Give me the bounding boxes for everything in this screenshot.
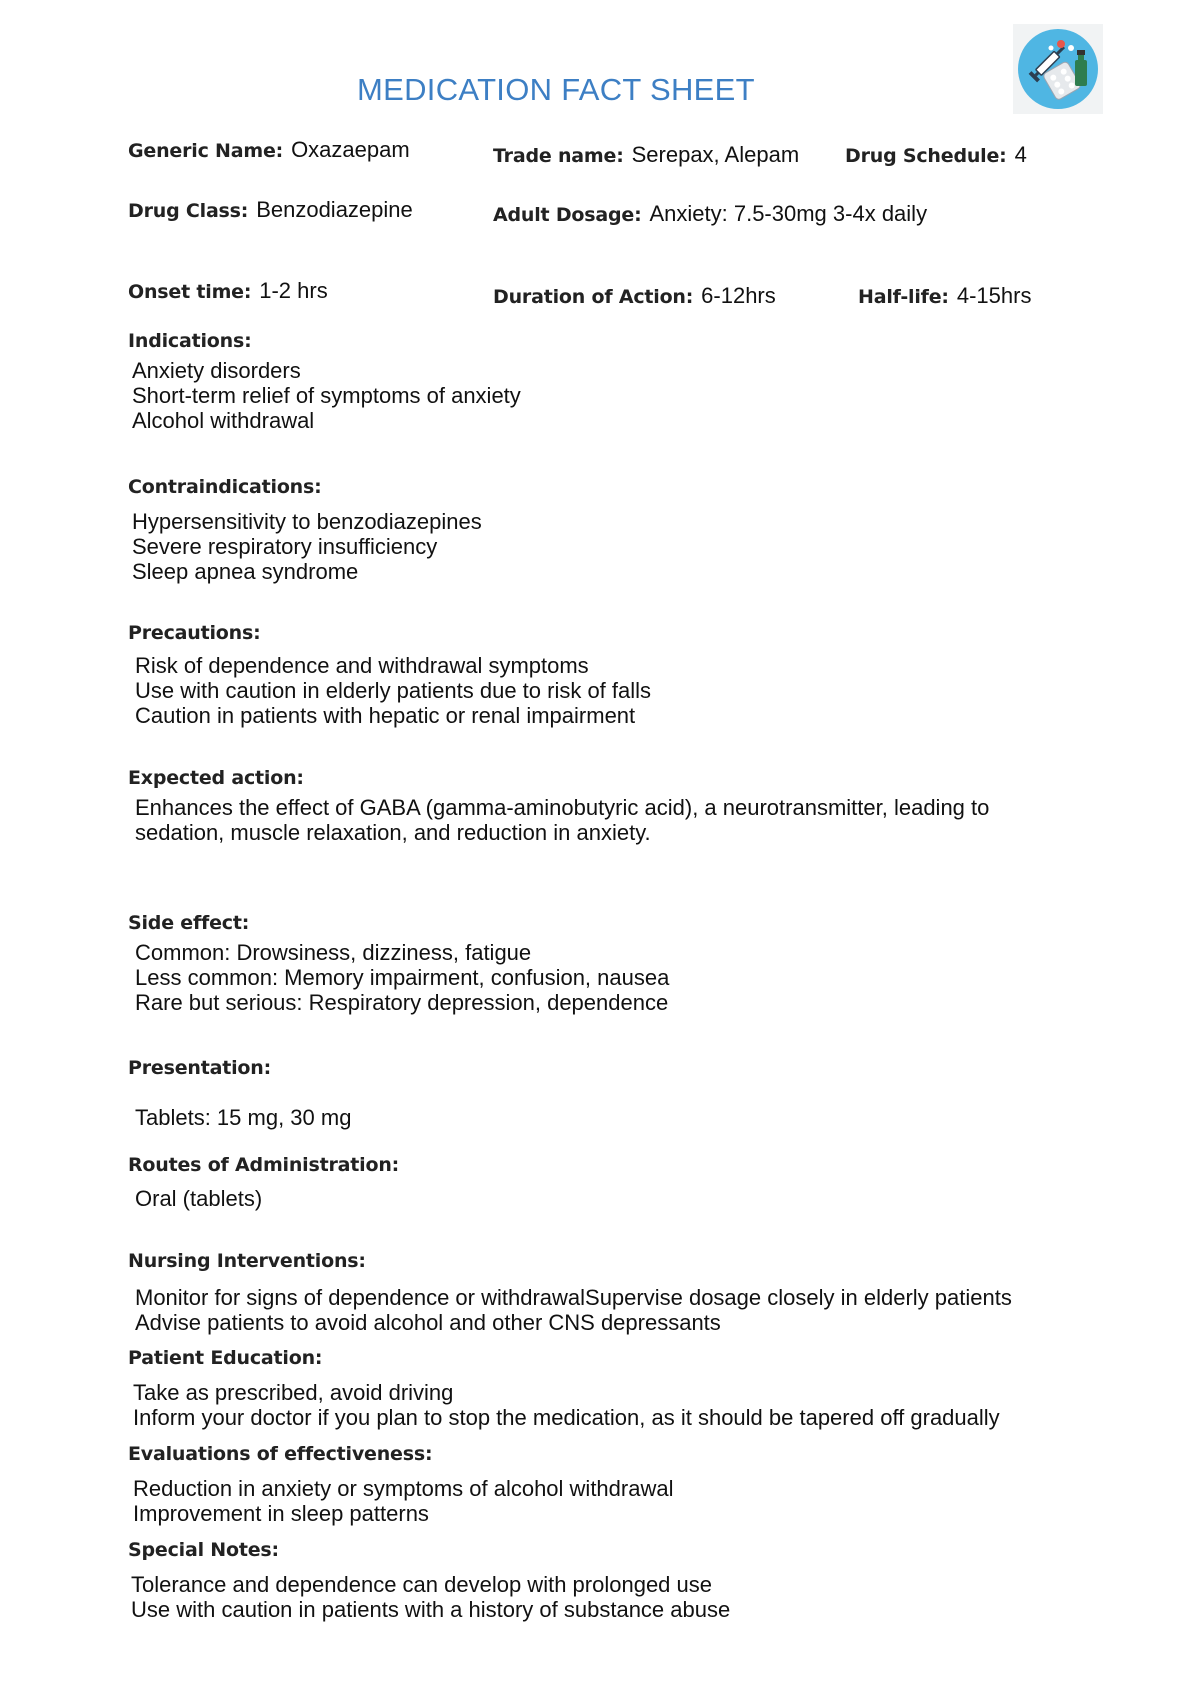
half-life-value: 4-15hrs bbox=[956, 283, 1032, 308]
list-item: Monitor for signs of dependence or withdrawalSupervise dosage closely in elderly patients bbox=[135, 1285, 1012, 1310]
special-notes-heading: Special Notes: bbox=[128, 1539, 279, 1561]
adult-dosage-value: Anxiety: 7.5-30mg 3-4x daily bbox=[649, 201, 928, 226]
medication-icon-graphic bbox=[1013, 24, 1103, 114]
contraindications-list bbox=[132, 509, 482, 584]
onset-time-field bbox=[128, 278, 328, 304]
list-item: Reduction in anxiety or symptoms of alcohol withdrawal bbox=[133, 1476, 674, 1501]
onset-time-value: 1-2 hrs bbox=[259, 278, 328, 303]
expected-action-heading: Expected action: bbox=[128, 767, 304, 789]
routes-text bbox=[135, 1186, 262, 1211]
list-item: Severe respiratory insufficiency bbox=[132, 534, 438, 559]
duration-field bbox=[493, 283, 776, 309]
list-item: Risk of dependence and withdrawal symptoms bbox=[135, 653, 589, 678]
list-item: Common: Drowsiness, dizziness, fatigue bbox=[135, 940, 532, 965]
duration-value: 6-12hrs bbox=[701, 283, 776, 308]
list-item: Hypersensitivity to benzodiazepines bbox=[132, 509, 482, 534]
duration-label: Duration of Action: bbox=[493, 286, 694, 308]
indications-list bbox=[132, 358, 521, 433]
list-item: Sleep apnea syndrome bbox=[132, 559, 359, 584]
drug-class-field bbox=[128, 197, 413, 223]
education-list bbox=[133, 1380, 1000, 1430]
drug-schedule-field bbox=[845, 142, 1027, 168]
nursing-heading: Nursing Interventions: bbox=[128, 1250, 366, 1272]
side-effect-list bbox=[135, 940, 669, 1015]
drug-schedule-value: 4 bbox=[1014, 142, 1027, 167]
list-item: Short-term relief of symptoms of anxiety bbox=[132, 383, 521, 408]
generic-name-label: Generic Name: bbox=[128, 140, 284, 162]
special-notes-list bbox=[131, 1572, 730, 1622]
side-effect-heading: Side effect: bbox=[128, 912, 250, 934]
list-item: Caution in patients with hepatic or renal impairment bbox=[135, 703, 636, 728]
generic-name-field bbox=[128, 137, 410, 163]
contraindications-heading: Contraindications: bbox=[128, 476, 322, 498]
presentation-heading: Presentation: bbox=[128, 1057, 271, 1079]
generic-name-value: Oxazaepam bbox=[291, 137, 410, 162]
trade-name-value: Serepax, Alepam bbox=[631, 142, 800, 167]
precautions-list bbox=[135, 653, 651, 728]
list-item: Tolerance and dependence can develop with prolonged use bbox=[131, 1572, 712, 1597]
half-life-label: Half-life: bbox=[858, 286, 949, 308]
evaluation-heading: Evaluations of effectiveness: bbox=[128, 1443, 433, 1465]
list-item: Use with caution in patients with a history of substance abuse bbox=[131, 1597, 731, 1622]
drug-class-value: Benzodiazepine bbox=[256, 197, 413, 222]
trade-name-label: Trade name: bbox=[493, 145, 624, 167]
list-item: Rare but serious: Respiratory depression, dependence bbox=[135, 990, 669, 1015]
list-item: Use with caution in elderly patients due to risk of falls bbox=[135, 678, 652, 703]
list-item: Enhances the effect of GABA (gamma-aminobutyric acid), a neurotransmitter, leading to bbox=[135, 795, 990, 820]
onset-time-label: Onset time: bbox=[128, 281, 252, 303]
list-item: Less common: Memory impairment, confusion, nausea bbox=[135, 965, 670, 990]
list-item: sedation, muscle relaxation, and reduction in anxiety. bbox=[135, 820, 651, 845]
list-item: Improvement in sleep patterns bbox=[133, 1501, 429, 1526]
list-item: Take as prescribed, avoid driving bbox=[133, 1380, 454, 1405]
nursing-list bbox=[135, 1285, 1012, 1335]
list-item: Advise patients to avoid alcohol and other CNS depressants bbox=[135, 1310, 721, 1335]
list-item: Tablets: 15 mg, 30 mg bbox=[135, 1105, 352, 1130]
list-item: Inform your doctor if you plan to stop the medication, as it should be tapered off gradually bbox=[133, 1405, 1000, 1430]
precautions-heading: Precautions: bbox=[128, 622, 261, 644]
routes-heading: Routes of Administration: bbox=[128, 1154, 400, 1176]
drug-schedule-label: Drug Schedule: bbox=[845, 145, 1007, 167]
drug-class-label: Drug Class: bbox=[128, 200, 249, 222]
trade-name-field bbox=[493, 142, 799, 168]
list-item: Oral (tablets) bbox=[135, 1186, 263, 1211]
indications-heading: Indications: bbox=[128, 330, 252, 352]
adult-dosage-field bbox=[493, 201, 927, 227]
list-item: Alcohol withdrawal bbox=[132, 408, 315, 433]
half-life-field bbox=[858, 283, 1031, 309]
adult-dosage-label: Adult Dosage: bbox=[493, 204, 642, 226]
list-item: Anxiety disorders bbox=[132, 358, 301, 383]
presentation-text bbox=[135, 1105, 351, 1130]
medication-icon bbox=[1013, 24, 1103, 114]
evaluation-list bbox=[133, 1476, 673, 1526]
expected-action-text bbox=[135, 795, 989, 845]
education-heading: Patient Education: bbox=[128, 1347, 323, 1369]
page-title: MEDICATION FACT SHEET bbox=[357, 72, 755, 107]
